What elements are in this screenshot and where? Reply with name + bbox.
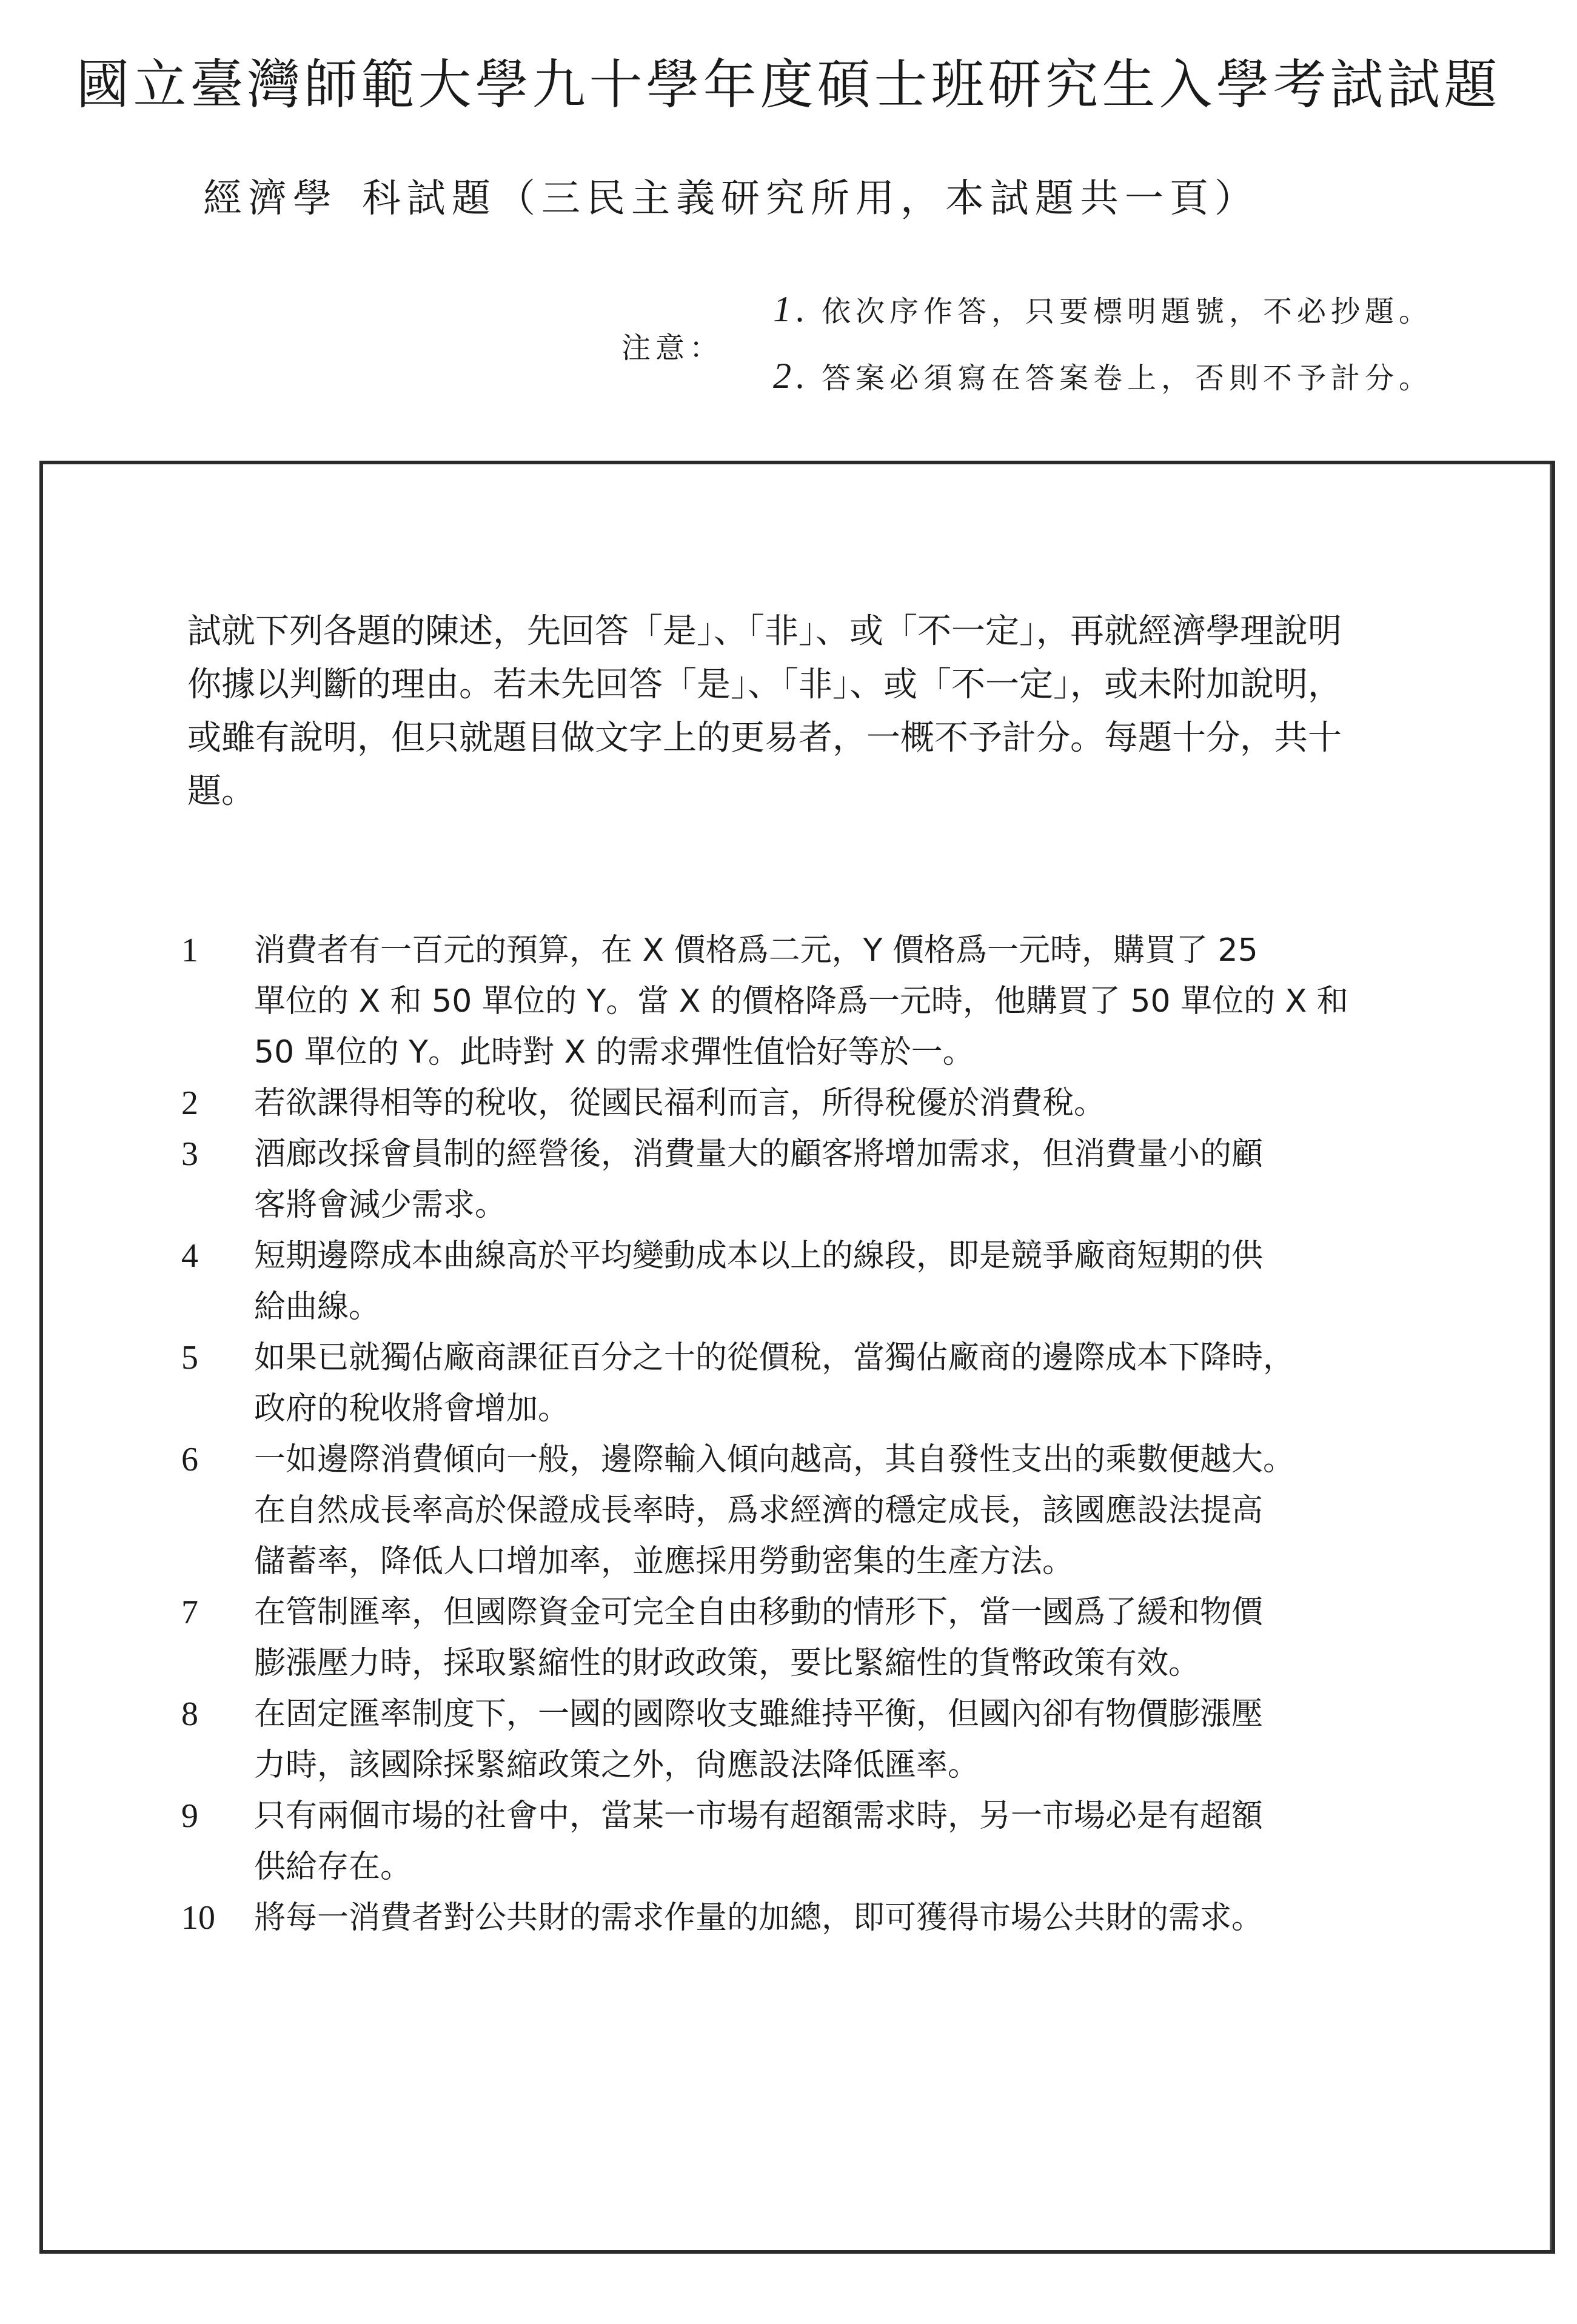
question-text: 酒廊改採會員制的經營後，消費量大的顧客將增加需求，但消費量小的顧 bbox=[254, 1136, 1264, 1172]
question-text: 在自然成長率高於保證成長率時，爲求經濟的穩定成長，該國應設法提高 bbox=[254, 1492, 1264, 1529]
question-frame bbox=[39, 461, 1555, 2254]
notice-item-text: 答案必須寫在答案卷上，否則不予計分。 bbox=[822, 361, 1433, 395]
instructions-line: 或雖有說明，但只就題目做文字上的更易者，一概不予計分。每題十分，共十 bbox=[187, 718, 1342, 758]
question-text: 政府的稅收將會增加。 bbox=[254, 1391, 570, 1427]
exam-title: 國立臺灣師範大學九十學年度碩士班研究生入學考試試題 bbox=[76, 53, 1501, 116]
instructions-line: 你據以判斷的理由。若未先回答「是」、「非」、或「不一定」，或未附加說明， bbox=[187, 665, 1342, 704]
question-item bbox=[181, 1332, 1491, 1434]
question-number: 3 bbox=[181, 1135, 198, 1173]
question-item bbox=[181, 1434, 1491, 1587]
question-text: 單位的 X 和 50 單位的 Y。當 X 的價格降爲一元時，他購買了 50 單位的 X 和 bbox=[254, 983, 1348, 1020]
notice-item-number: 1. bbox=[773, 289, 810, 329]
question-text: 只有兩個市場的社會中，當某一市場有超額需求時，另一市場必是有超額 bbox=[254, 1798, 1264, 1834]
question-number: 6 bbox=[181, 1441, 198, 1478]
question-number: 7 bbox=[181, 1594, 198, 1631]
notice-item-number: 2. bbox=[773, 356, 810, 396]
question-item bbox=[181, 925, 1491, 1078]
question-text: 供給存在。 bbox=[254, 1849, 412, 1885]
question-text: 客將會減少需求。 bbox=[254, 1187, 507, 1223]
instructions bbox=[187, 605, 1473, 818]
instructions-line: 試就下列各題的陳述，先回答「是」、「非」、或「不一定」，再就經濟學理說明 bbox=[187, 612, 1342, 651]
notice-item-text: 依次序作答，只要標明題號，不必抄題。 bbox=[822, 295, 1433, 329]
question-number: 4 bbox=[181, 1237, 198, 1275]
question-item bbox=[181, 1689, 1491, 1791]
question-number: 9 bbox=[181, 1797, 198, 1835]
question-text: 如果已就獨佔廠商課征百分之十的從價稅，當獨佔廠商的邊際成本下降時， bbox=[254, 1340, 1295, 1376]
question-number: 1 bbox=[181, 932, 198, 969]
question-text: 儲蓄率，降低人口增加率，並應採用勞動密集的生產方法。 bbox=[254, 1543, 1074, 1580]
question-item bbox=[181, 1587, 1491, 1689]
subject-name: 經濟學 bbox=[203, 176, 338, 221]
notice-list bbox=[773, 276, 1433, 409]
subtitle-detail: 科試題（三民主義研究所用，本試題共一頁） bbox=[362, 176, 1259, 221]
notice-item bbox=[773, 342, 1433, 409]
question-number: 10 bbox=[181, 1899, 215, 1937]
notice-label: 注意： bbox=[621, 331, 724, 365]
question-number: 5 bbox=[181, 1339, 198, 1377]
exam-subtitle bbox=[203, 176, 1259, 222]
question-text: 若欲課得相等的稅收，從國民福利而言，所得稅優於消費稅。 bbox=[254, 1085, 1106, 1121]
question-item bbox=[181, 1129, 1491, 1230]
notice-item bbox=[773, 276, 1433, 342]
question-text: 短期邊際成本曲線高於平均變動成本以上的線段，即是競爭廠商短期的供 bbox=[254, 1238, 1264, 1274]
question-text: 在固定匯率制度下，一國的國際收支雖維持平衡，但國內卻有物價膨漲壓 bbox=[254, 1696, 1264, 1732]
question-text: 給曲線。 bbox=[254, 1289, 381, 1325]
question-text: 50 單位的 Y。此時對 X 的需求彈性值恰好等於一。 bbox=[254, 1034, 974, 1070]
question-number: 2 bbox=[181, 1084, 198, 1122]
question-item bbox=[181, 1791, 1491, 1892]
question-text: 將每一消費者對公共財的需求作量的加總，即可獲得市場公共財的需求。 bbox=[254, 1900, 1264, 1936]
question-text: 膨漲壓力時，採取緊縮性的財政政策，要比緊縮性的貨幣政策有效。 bbox=[254, 1645, 1200, 1681]
question-list bbox=[181, 925, 1491, 1943]
question-item bbox=[181, 1078, 1491, 1129]
question-item bbox=[181, 1230, 1491, 1332]
question-text: 力時，該國除採緊縮政策之外，尙應設法降低匯率。 bbox=[254, 1747, 980, 1783]
question-text: 在管制匯率，但國際資金可完全自由移動的情形下，當一國爲了緩和物價 bbox=[254, 1594, 1264, 1631]
question-text: 消費者有一百元的預算，在 X 價格爲二元，Y 價格爲一元時，購買了 25 bbox=[254, 932, 1258, 969]
question-item bbox=[181, 1892, 1491, 1943]
question-number: 8 bbox=[181, 1695, 198, 1733]
question-text: 一如邊際消費傾向一般，邊際輸入傾向越高，其自發性支出的乘數便越大。 bbox=[254, 1441, 1295, 1478]
instructions-line: 題。 bbox=[187, 772, 255, 811]
